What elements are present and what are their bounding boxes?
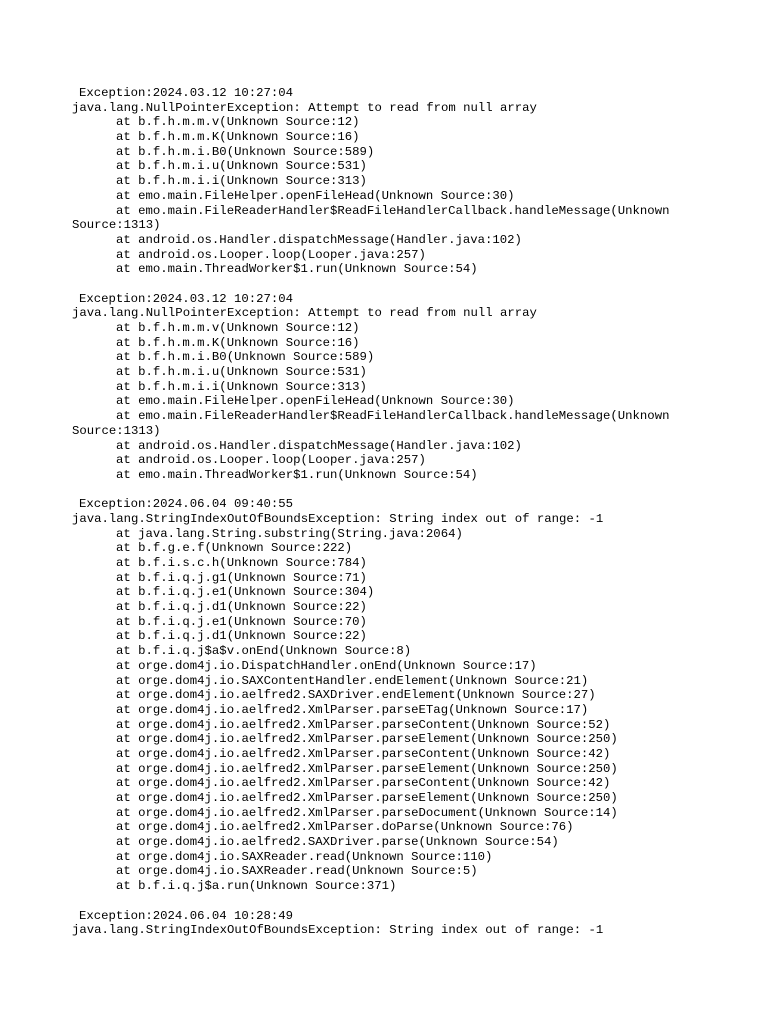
stack-frame-line: at emo.main.FileReaderHandler$ReadFileHandlerCallback.handleMessage(Unknown [116,409,670,424]
stack-frame-line: at orge.dom4j.io.aelfred2.SAXDriver.endElement(Unknown Source:27) [116,688,596,703]
exception-entry [72,497,762,894]
exception-entry [72,86,762,277]
stack-frame-line: at b.f.h.m.m.v(Unknown Source:12) [116,115,360,130]
exception-message: java.lang.NullPointerException: Attempt to read from null array [72,306,537,321]
exception-message: java.lang.NullPointerException: Attempt to read from null array [72,100,537,115]
stack-frame-line: at b.f.i.q.j.d1(Unknown Source:22) [116,629,367,644]
stack-frame-line: at b.f.i.q.j$a.run(Unknown Source:371) [116,879,397,894]
stack-frame-line: at b.f.g.e.f(Unknown Source:222) [116,541,353,556]
stack-frame-line: at b.f.h.m.i.B0(Unknown Source:589) [116,144,375,159]
stack-frame-line: at b.f.i.s.c.h(Unknown Source:784) [116,556,367,570]
stack-frame-line: at orge.dom4j.io.aelfred2.XmlParser.parseElement(Unknown Source:250) [116,761,618,776]
exception-log [72,86,762,953]
stack-frame-line: at orge.dom4j.io.aelfred2.XmlParser.parseContent(Unknown Source:42) [116,746,611,761]
stack-frame-line: at b.f.h.m.m.v(Unknown Source:12) [116,321,360,335]
stack-frame-line: at emo.main.FileReaderHandler$ReadFileHandlerCallback.handleMessage(Unknown [116,203,670,218]
exception-entry [72,292,762,483]
stack-frame-line: at orge.dom4j.io.aelfred2.XmlParser.parseElement(Unknown Source:250) [116,732,618,747]
exception-timestamp-header: Exception:2024.06.04 09:40:55 [79,497,294,512]
exception-timestamp-header: Exception:2024.03.12 10:27:04 [79,291,294,306]
stack-frame-line: at java.lang.String.substring(String.java:2064) [116,526,463,541]
stack-frame-line: at orge.dom4j.io.aelfred2.XmlParser.parseDocument(Unknown Source:14) [116,805,618,820]
stack-frame-line: at android.os.Looper.loop(Looper.java:257) [116,247,426,262]
stack-frame-line: at orge.dom4j.io.aelfred2.SAXDriver.parse(Unknown Source:54) [116,835,559,850]
stack-frame-line: at orge.dom4j.io.SAXReader.read(Unknown Source:110) [116,849,493,864]
stack-frame-line: at orge.dom4j.io.aelfred2.XmlParser.parseContent(Unknown Source:52) [116,717,611,732]
stack-frame-line: at emo.main.FileHelper.openFileHead(Unknown Source:30) [116,188,515,203]
stack-frame-line: at b.f.i.q.j.e1(Unknown Source:304) [116,585,375,600]
stack-frame-line: at b.f.h.m.i.i(Unknown Source:313) [116,379,367,394]
stack-frame-line: at orge.dom4j.io.SAXReader.read(Unknown Source:5) [116,864,478,879]
stack-frame-line: at android.os.Handler.dispatchMessage(Handler.java:102) [116,438,522,453]
stack-frame-line: at b.f.h.m.i.u(Unknown Source:531) [116,365,367,380]
stack-frame-line: at b.f.h.m.m.K(Unknown Source:16) [116,130,360,145]
stack-frame-continuation: Source:1313) [72,423,161,438]
stack-frame-line: at orge.dom4j.io.aelfred2.XmlParser.parseETag(Unknown Source:17) [116,702,589,717]
exception-message: java.lang.StringIndexOutOfBoundsException: String index out of range: -1 [72,923,604,938]
stack-frame-continuation: Source:1313) [72,218,161,233]
stack-frame-line: at emo.main.ThreadWorker$1.run(Unknown Source:54) [116,467,478,482]
stack-frame-line: at b.f.i.q.j.g1(Unknown Source:71) [116,570,367,585]
stack-frame-line: at orge.dom4j.io.aelfred2.XmlParser.parseContent(Unknown Source:42) [116,776,611,791]
exception-timestamp-header: Exception:2024.06.04 10:28:49 [79,908,294,923]
stack-frame-line: at b.f.h.m.m.K(Unknown Source:16) [116,335,360,350]
stack-frame-line: at b.f.i.q.j.e1(Unknown Source:70) [116,614,367,629]
stack-frame-line: at emo.main.FileHelper.openFileHead(Unknown Source:30) [116,394,515,409]
exception-entry [72,909,762,938]
stack-frame-line: at android.os.Handler.dispatchMessage(Handler.java:102) [116,232,522,247]
exception-message: java.lang.StringIndexOutOfBoundsException: String index out of range: -1 [72,511,604,526]
stack-frame-line: at orge.dom4j.io.aelfred2.XmlParser.parseElement(Unknown Source:250) [116,791,618,805]
stack-frame-line: at emo.main.ThreadWorker$1.run(Unknown Source:54) [116,262,478,277]
stack-frame-line: at android.os.Looper.loop(Looper.java:257) [116,453,426,468]
stack-frame-line: at b.f.h.m.i.i(Unknown Source:313) [116,174,367,189]
stack-frame-line: at b.f.h.m.i.B0(Unknown Source:589) [116,350,375,365]
stack-frame-line: at orge.dom4j.io.aelfred2.XmlParser.doParse(Unknown Source:76) [116,820,574,835]
stack-frame-line: at orge.dom4j.io.SAXContentHandler.endElement(Unknown Source:21) [116,673,589,688]
stack-frame-line: at b.f.i.q.j.d1(Unknown Source:22) [116,600,367,615]
stack-frame-line: at b.f.i.q.j$a$v.onEnd(Unknown Source:8) [116,644,412,659]
exception-timestamp-header: Exception:2024.03.12 10:27:04 [79,86,294,100]
stack-frame-line: at b.f.h.m.i.u(Unknown Source:531) [116,159,367,174]
stack-frame-line: at orge.dom4j.io.DispatchHandler.onEnd(Unknown Source:17) [116,658,537,673]
